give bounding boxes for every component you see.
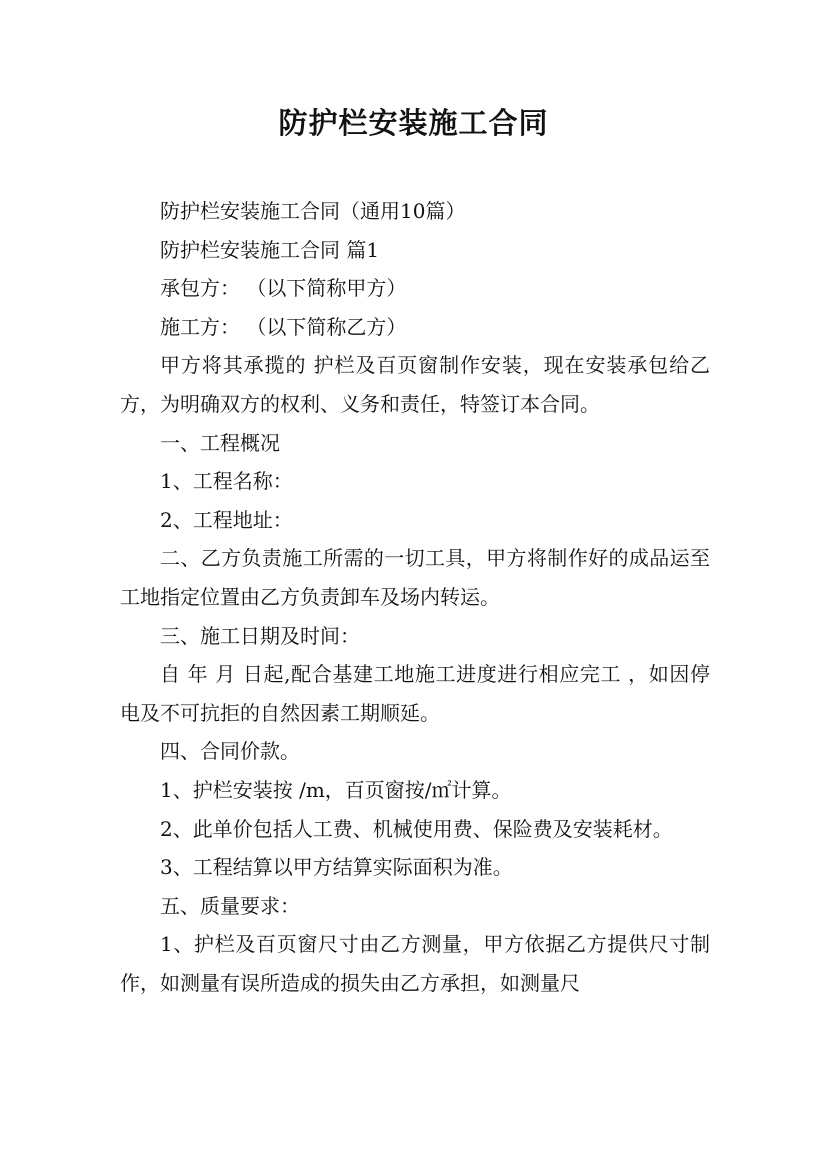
paragraph-project-overview-heading: 一、工程概况	[160, 430, 280, 455]
document-body	[120, 192, 710, 1002]
paragraph-subtitle: 防护栏安装施工合同（通用10篇）	[160, 199, 466, 223]
paragraph-price-heading: 四、合同价款。	[160, 739, 300, 764]
paragraph-contractor: 承包方： （以下简称甲方）	[160, 276, 407, 301]
paragraph-settlement: 3、工程结算以甲方结算实际面积为准。	[160, 855, 513, 880]
paragraph-price-includes: 2、此单价包括人工费、机械使用费、保险费及安装耗材。	[160, 816, 673, 841]
paragraph-tools-and-transport: 二、乙方负责施工所需的一切工具，甲方将制作好的成品运至工地指定位置由乙方负责卸车及场内转运。	[120, 546, 710, 609]
paragraph-construction-party: 施工方： （以下简称乙方）	[160, 314, 407, 339]
paragraph-section-title: 防护栏安装施工合同 篇1	[160, 237, 380, 262]
paragraph-schedule-details: 自 年 月 日起,配合基建工地施工进度进行相应完工 ，如因停电及不可抗拒的自然因素工期顺延。	[120, 662, 710, 725]
paragraph-price-rates: 1、护栏安装按 /m，百页窗按/㎡计算。	[160, 777, 512, 802]
document-title: 防护栏安装施工合同	[278, 106, 549, 140]
paragraph-quality-details: 1、护栏及百页窗尺寸由乙方测量，甲方依据乙方提供尺寸制作，如测量有误所造成的损失由乙方承担，如测量尺	[120, 932, 710, 995]
paragraph-quality-heading: 五、质量要求：	[160, 893, 300, 918]
paragraph-intro: 甲方将其承揽的 护栏及百页窗制作安装，现在安装承包给乙方，为明确双方的权利、义务和责任，特签订本合同。	[120, 353, 710, 416]
paragraph-project-name: 1、工程名称：	[160, 469, 293, 494]
paragraph-schedule-heading: 三、施工日期及时间：	[160, 623, 360, 648]
paragraph-project-address: 2、工程地址：	[160, 507, 293, 532]
